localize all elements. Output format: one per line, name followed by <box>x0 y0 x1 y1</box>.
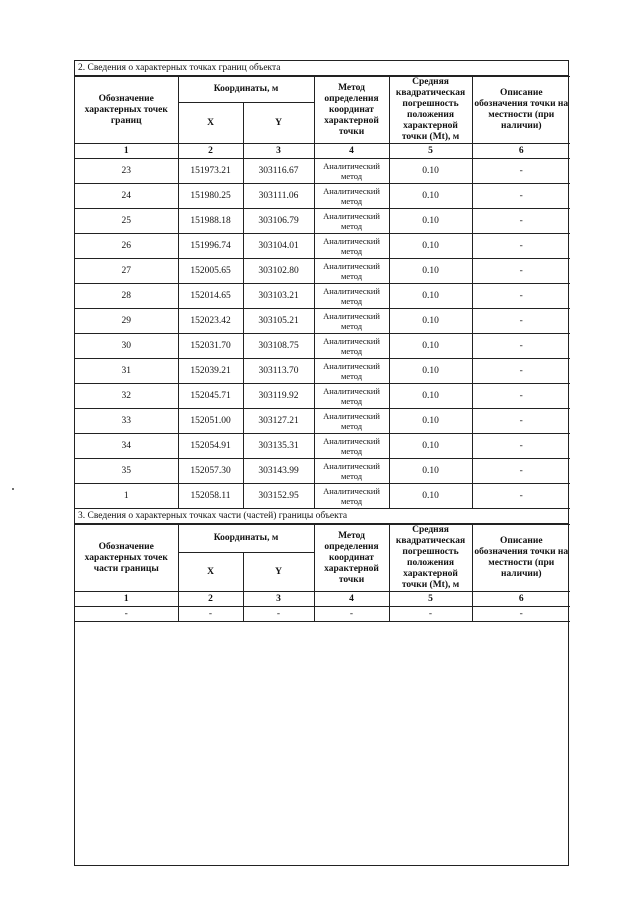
y-cell: 303116.67 <box>243 159 314 184</box>
method-cell: Аналитический метод <box>314 409 389 434</box>
section2-header-row <box>75 77 570 103</box>
section3-title: 3. Сведения о характерных точках части (частей) границы объекта <box>75 509 568 524</box>
table-row <box>75 309 570 334</box>
description-cell: - <box>472 334 570 359</box>
y-header: Y <box>243 103 314 144</box>
col-number: 3 <box>243 592 314 607</box>
error-cell: 0.10 <box>389 209 472 234</box>
method-cell: Аналитический метод <box>314 209 389 234</box>
method-cell: Аналитический метод <box>314 484 389 509</box>
table-row <box>75 459 570 484</box>
method-header: Метод определения координат характерной точки <box>314 525 389 592</box>
description-cell: - <box>472 284 570 309</box>
table-row <box>75 434 570 459</box>
error-cell: 0.10 <box>389 284 472 309</box>
document-frame <box>74 60 569 866</box>
section3-header-row <box>75 525 570 553</box>
table-row <box>75 484 570 509</box>
col-number: 5 <box>389 592 472 607</box>
col-number: 1 <box>75 144 178 159</box>
error-cell: 0.10 <box>389 234 472 259</box>
y-cell: 303103.21 <box>243 284 314 309</box>
y-cell: 303119.92 <box>243 384 314 409</box>
section2-title: 2. Сведения о характерных точках границ объекта <box>75 61 568 76</box>
x-cell: 152014.65 <box>178 284 243 309</box>
error-cell: 0.10 <box>389 259 472 284</box>
error-cell: 0.10 <box>389 309 472 334</box>
error-cell: 0.10 <box>389 334 472 359</box>
y-cell: 303108.75 <box>243 334 314 359</box>
x-cell: 152039.21 <box>178 359 243 384</box>
section3-table <box>75 524 570 622</box>
x-cell: 152051.00 <box>178 409 243 434</box>
method-cell: Аналитический метод <box>314 434 389 459</box>
y-cell: 303152.95 <box>243 484 314 509</box>
point-cell: 28 <box>75 284 178 309</box>
description-cell: - <box>472 409 570 434</box>
point-cell: 23 <box>75 159 178 184</box>
table-row <box>75 159 570 184</box>
col-number: 5 <box>389 144 472 159</box>
error-cell: 0.10 <box>389 384 472 409</box>
error-cell: 0.10 <box>389 184 472 209</box>
coordinates-header: Координаты, м <box>178 77 314 103</box>
method-cell: Аналитический метод <box>314 459 389 484</box>
point-cell: 1 <box>75 484 178 509</box>
empty-cell: - <box>178 607 243 622</box>
error-cell: 0.10 <box>389 484 472 509</box>
description-cell: - <box>472 459 570 484</box>
description-cell: - <box>472 359 570 384</box>
x-header: X <box>178 553 243 592</box>
col-number: 3 <box>243 144 314 159</box>
table-row <box>75 234 570 259</box>
x-cell: 152045.71 <box>178 384 243 409</box>
description-cell: - <box>472 259 570 284</box>
section3-number-row <box>75 592 570 607</box>
x-header: X <box>178 103 243 144</box>
method-cell: Аналитический метод <box>314 334 389 359</box>
col-number: 2 <box>178 144 243 159</box>
x-cell: 151996.74 <box>178 234 243 259</box>
empty-cell: - <box>243 607 314 622</box>
empty-cell: - <box>314 607 389 622</box>
error-cell: 0.10 <box>389 434 472 459</box>
description-cell: - <box>472 384 570 409</box>
y-header: Y <box>243 553 314 592</box>
col-number: 4 <box>314 144 389 159</box>
point-cell: 26 <box>75 234 178 259</box>
description-cell: - <box>472 159 570 184</box>
y-cell: 303111.06 <box>243 184 314 209</box>
table-row <box>75 409 570 434</box>
x-cell: 152054.91 <box>178 434 243 459</box>
x-cell: 151988.18 <box>178 209 243 234</box>
x-cell: 152058.11 <box>178 484 243 509</box>
x-cell: 151980.25 <box>178 184 243 209</box>
x-cell: 152005.65 <box>178 259 243 284</box>
y-cell: 303135.31 <box>243 434 314 459</box>
description-cell: - <box>472 484 570 509</box>
method-cell: Аналитический метод <box>314 159 389 184</box>
method-cell: Аналитический метод <box>314 384 389 409</box>
method-cell: Аналитический метод <box>314 234 389 259</box>
point-cell: 29 <box>75 309 178 334</box>
method-cell: Аналитический метод <box>314 184 389 209</box>
y-cell: 303105.21 <box>243 309 314 334</box>
method-cell: Аналитический метод <box>314 259 389 284</box>
empty-cell: - <box>75 607 178 622</box>
col-number: 6 <box>472 144 570 159</box>
point-cell: 31 <box>75 359 178 384</box>
section3-empty-row <box>75 607 570 622</box>
x-cell: 152031.70 <box>178 334 243 359</box>
description-cell: - <box>472 234 570 259</box>
table-row <box>75 184 570 209</box>
col-number: 4 <box>314 592 389 607</box>
error-cell: 0.10 <box>389 459 472 484</box>
table-row <box>75 359 570 384</box>
point-cell: 34 <box>75 434 178 459</box>
scan-speck <box>12 488 14 490</box>
description-cell: - <box>472 184 570 209</box>
x-cell: 152057.30 <box>178 459 243 484</box>
y-cell: 303127.21 <box>243 409 314 434</box>
y-cell: 303104.01 <box>243 234 314 259</box>
table-row <box>75 259 570 284</box>
x-cell: 152023.42 <box>178 309 243 334</box>
x-cell: 151973.21 <box>178 159 243 184</box>
empty-cell: - <box>389 607 472 622</box>
description-header: Описание обозначения точки на местности (при наличии) <box>472 77 570 144</box>
error-header: Средняя квадратическая погрешность положения характерной точки (Mt), м <box>389 525 472 592</box>
section2-table <box>75 76 570 509</box>
method-cell: Аналитический метод <box>314 284 389 309</box>
method-header: Метод определения координат характерной точки <box>314 77 389 144</box>
y-cell: 303106.79 <box>243 209 314 234</box>
method-cell: Аналитический метод <box>314 309 389 334</box>
error-cell: 0.10 <box>389 409 472 434</box>
point-cell: 24 <box>75 184 178 209</box>
point-cell: 27 <box>75 259 178 284</box>
error-header: Средняя квадратическая погрешность положения характерной точки (Mt), м <box>389 77 472 144</box>
designation-header: Обозначение характерных точек части границы <box>75 525 178 592</box>
col-number: 1 <box>75 592 178 607</box>
point-cell: 33 <box>75 409 178 434</box>
coordinates-header: Координаты, м <box>178 525 314 553</box>
method-cell: Аналитический метод <box>314 359 389 384</box>
description-cell: - <box>472 434 570 459</box>
y-cell: 303113.70 <box>243 359 314 384</box>
empty-cell: - <box>472 607 570 622</box>
description-cell: - <box>472 209 570 234</box>
error-cell: 0.10 <box>389 159 472 184</box>
y-cell: 303102.80 <box>243 259 314 284</box>
description-cell: - <box>472 309 570 334</box>
section2-number-row <box>75 144 570 159</box>
table-row <box>75 209 570 234</box>
col-number: 6 <box>472 592 570 607</box>
error-cell: 0.10 <box>389 359 472 384</box>
point-cell: 32 <box>75 384 178 409</box>
table-row <box>75 284 570 309</box>
table-row <box>75 334 570 359</box>
table-row <box>75 384 570 409</box>
description-header: Описание обозначения точки на местности (при наличии) <box>472 525 570 592</box>
point-cell: 25 <box>75 209 178 234</box>
point-cell: 30 <box>75 334 178 359</box>
point-cell: 35 <box>75 459 178 484</box>
section2-rows <box>75 159 570 509</box>
y-cell: 303143.99 <box>243 459 314 484</box>
col-number: 2 <box>178 592 243 607</box>
designation-header: Обозначение характерных точек границ <box>75 77 178 144</box>
